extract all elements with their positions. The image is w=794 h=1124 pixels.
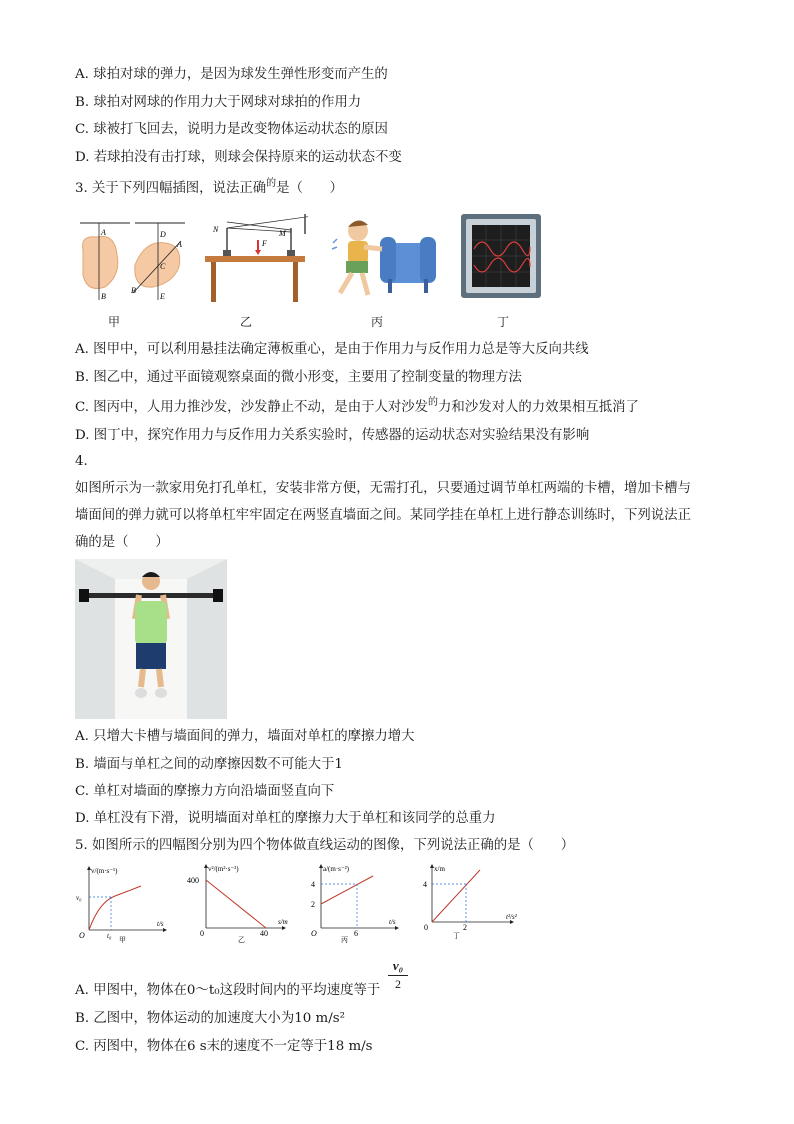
- graph-yi-origin: 0: [200, 929, 204, 938]
- q4-stem-line-1: 如图所示为一款家用免打孔单杠，安装非常方便，无需打孔，只要通过调节单杠两端的卡槽，增加卡槽与: [75, 481, 691, 496]
- figure-jia-plates: [75, 215, 190, 310]
- fig-jia-label-e: E: [160, 292, 165, 301]
- graph-yi-x-tick: 40: [260, 929, 268, 938]
- graph-yi-xlabel: s/m: [278, 918, 288, 926]
- fig-jia-label-c: C: [160, 262, 166, 271]
- graph-ding-caption: 丁: [453, 932, 460, 940]
- caption-yi: 乙: [240, 315, 253, 329]
- graph-yi-ylabel: v²/(m²·s⁻²): [208, 865, 239, 873]
- q5-fraction-numerator: v₀: [392, 958, 404, 973]
- q4-number: 4.: [75, 454, 88, 469]
- figure-bing-person-pushing-sofa: [328, 213, 438, 303]
- graph-bing-a-t: [307, 862, 407, 947]
- q3-stem-small: 的: [266, 178, 277, 189]
- q5-option-a-text: A. 甲图中，物体在0～t₀这段时间内的平均速度等于: [75, 983, 381, 998]
- q5-fraction-denominator: 2: [395, 977, 401, 991]
- graph-ding-x-tick: 2: [463, 923, 467, 932]
- q2-option-c: C. 球被打飞回去，说明力是改变物体运动状态的原因: [75, 122, 388, 137]
- q3-stem-end: 是（ ）: [276, 181, 344, 196]
- graph-ding-x-t2: [420, 862, 525, 947]
- figure-ding-oscilloscope: [460, 213, 542, 299]
- fig-yi-label-n: N: [213, 225, 219, 234]
- photo-pullup-bar-student: [75, 559, 227, 719]
- q5-option-a: [75, 982, 380, 1000]
- graph-bing-caption: 丙: [341, 936, 348, 944]
- graph-jia-ylabel: v/(m·s⁻¹): [91, 867, 118, 875]
- fig-yi-label-m: M: [279, 229, 286, 238]
- graph-ding-xlabel: t²/s²: [506, 913, 517, 921]
- caption-bing: 丙: [371, 315, 384, 329]
- graph-jia-x-mark: t₀: [107, 932, 112, 940]
- q3-option-d: D. 图丁中，探究作用力与反作用力关系实验时，传感器的运动状态对实验结果没有影响: [75, 428, 590, 443]
- graph-bing-y-tick-4: 4: [311, 880, 315, 889]
- graph-bing-origin: O: [311, 929, 317, 938]
- graph-ding-y-tick: 4: [423, 880, 427, 889]
- q5-option-b: B. 乙图中，物体运动的加速度大小为10 m/s²: [75, 1011, 345, 1026]
- q2-option-a: A. 球拍对球的弹力，是因为球发生弹性形变而产生的: [75, 67, 388, 82]
- caption-ding: 丁: [497, 315, 510, 329]
- q3-option-c-pre: C. 图丙中，人用力推沙发，沙发静止不动，是由于人对沙发: [75, 400, 429, 415]
- q3-stem-main: 3. 关于下列四幅插图，说法正确: [75, 181, 267, 196]
- q4-option-d: D. 单杠没有下滑，说明墙面对单杠的摩擦力大于单杠和该同学的总重力: [75, 811, 496, 826]
- graph-bing-xlabel: t/s: [389, 918, 396, 926]
- graph-ding-origin: 0: [424, 923, 428, 932]
- graph-jia-caption: 甲: [119, 936, 126, 944]
- q3-option-c-small: 的: [428, 397, 439, 408]
- q4-option-a: A. 只增大卡槽与墙面间的弹力，墙面对单杠的摩擦力增大: [75, 729, 415, 744]
- q4-option-b: B. 墙面与单杠之间的动摩擦因数不可能大于1: [75, 757, 343, 772]
- q3-option-a: A. 图甲中，可以利用悬挂法确定薄板重心，是由于作用力与反作用力总是等大反向共线: [75, 342, 589, 357]
- q3-option-c-post: 力和沙发对人的力效果相互抵消了: [438, 400, 639, 415]
- graph-jia-origin: O: [79, 931, 85, 940]
- fig-jia-label-a2: A: [177, 240, 182, 249]
- graph-yi-v2-s: [186, 862, 291, 947]
- q2-option-b: B. 球拍对网球的作用力大于网球对球拍的作用力: [75, 95, 362, 110]
- fig-jia-label-a: A: [101, 228, 106, 237]
- q5-fraction-bar: [388, 975, 408, 976]
- graph-ding-ylabel: x/m: [434, 865, 445, 873]
- fig-jia-label-b: B: [101, 292, 106, 301]
- figure-yi-table-mirrors: [203, 212, 308, 304]
- q3-option-b: B. 图乙中，通过平面镜观察桌面的微小形变，主要用了控制变量的物理方法: [75, 370, 522, 385]
- q5-fraction: [388, 958, 408, 992]
- fig-jia-label-b2: B: [131, 286, 136, 295]
- graph-bing-x-tick: 6: [354, 929, 358, 938]
- q5-stem: 5. 如图所示的四幅图分别为四个物体做直线运动的图像，下列说法正确的是（ ）: [75, 838, 575, 853]
- q3-option-c: [75, 399, 639, 418]
- q5-option-c: C. 丙图中，物体在6 s末的速度不一定等于18 m/s: [75, 1039, 373, 1054]
- graph-yi-caption: 乙: [238, 936, 245, 944]
- graph-bing-ylabel: a/(m·s⁻²): [323, 865, 350, 873]
- graph-bing-y-tick-2: 2: [311, 900, 315, 909]
- q4-stem-line-3: 确的是（ ）: [75, 535, 169, 550]
- graph-jia-xlabel: t/s: [157, 920, 164, 928]
- caption-jia: 甲: [108, 315, 121, 329]
- graph-jia-v-t: [75, 862, 175, 947]
- q2-option-d: D. 若球拍没有击打球，则球会保持原来的运动状态不变: [75, 150, 402, 165]
- graph-jia-y-mark: v₀: [76, 894, 82, 902]
- q4-stem-line-2: 墙面间的弹力就可以将单杠牢牢固定在两竖直墙面之间。某同学挂在单杠上进行静态训练时，下列说法正: [75, 508, 691, 523]
- q3-stem: [75, 180, 343, 199]
- fig-jia-label-d: D: [160, 230, 166, 239]
- q4-option-c: C. 单杠对墙面的摩擦力方向沿墙面竖直向下: [75, 784, 335, 799]
- fig-yi-label-f: F: [262, 239, 267, 248]
- graph-yi-y-tick: 400: [187, 876, 199, 885]
